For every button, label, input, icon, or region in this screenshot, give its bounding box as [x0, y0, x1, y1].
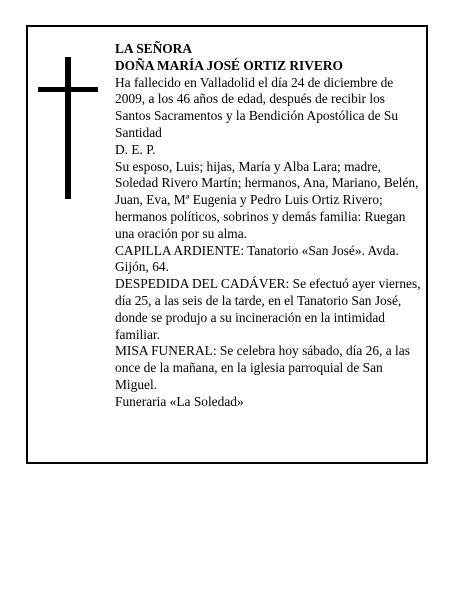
rip-abbreviation: D. E. P.	[115, 141, 156, 157]
obituary-text	[115, 41, 421, 411]
obituary-title: LA SEÑORA	[115, 41, 193, 56]
death-announcement: Ha fallecido en Valladolid el día 24 de diciembre de 2009, a los 46 años de edad, después de recibir los Santos Sacramentos y la Bendición Apostólica de Su Santidad	[115, 74, 399, 140]
funeral-mass-info: MISA FUNERAL: Se celebra hoy sábado, día 26, a las once de la mañana, en la iglesia parroquial de San Miguel.	[115, 343, 410, 392]
funeral-home: Funeraria «La Soledad»	[115, 393, 244, 409]
cross-horizontal-bar	[38, 87, 98, 92]
chapel-info: CAPILLA ARDIENTE: Tanatorio «San José». Avda. Gijón, 64.	[115, 242, 399, 275]
obituary-notice	[26, 25, 428, 464]
deceased-name: DOÑA MARÍA JOSÉ ORTIZ RIVERO	[115, 57, 343, 73]
family-paragraph: Su esposo, Luis; hijas, María y Alba Lara; madre, Soledad Rivero Martín; hermanos, Ana, Mariano, Belén, Juan, Eva, Mª Eugenia y Pedro Luis Ortiz Rivero; hermanos políticos, sobrinos y demás familia: Ruegan una oración por su alma.	[115, 158, 419, 241]
farewell-info: DESPEDIDA DEL CADÁVER: Se efectuó ayer viernes, día 25, a las seis de la tarde, en el Tanatorio San José, donde se produjo a su incineración en la intimidad familiar.	[115, 276, 421, 342]
cross-vertical-bar	[65, 57, 71, 199]
cross-icon	[38, 57, 98, 199]
